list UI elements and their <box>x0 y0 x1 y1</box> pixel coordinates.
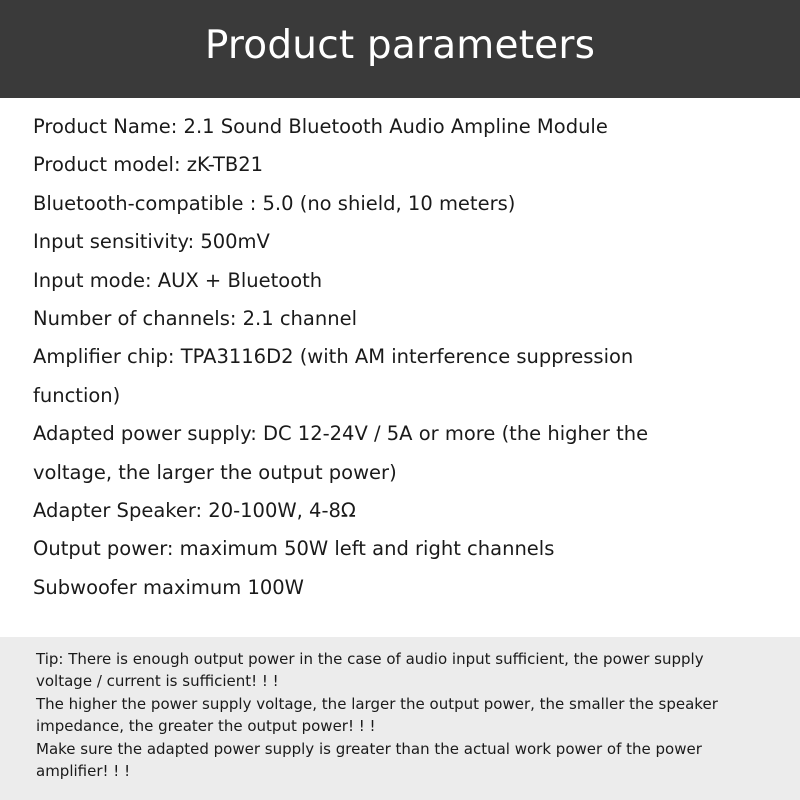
parameters-list <box>33 108 773 607</box>
tip-line: The higher the power supply voltage, the larger the output power, the smaller the speaker <box>36 694 718 713</box>
param-line: function) <box>33 383 121 407</box>
page-title: Product parameters <box>204 22 596 68</box>
tip-line: voltage / current is sufficient! ! ! <box>36 672 279 691</box>
tip-line: impedance, the greater the output power! ! ! <box>36 717 376 736</box>
param-line: Product Name: 2.1 Sound Bluetooth Audio Ampline Module <box>33 115 608 138</box>
tip-text-block <box>36 648 776 782</box>
tip-line: Make sure the adapted power supply is greater than the actual work power of the power <box>36 739 702 758</box>
param-line: Product model: zK-TB21 <box>33 153 264 177</box>
param-line: Input mode: AUX + Bluetooth <box>33 268 323 292</box>
tip-line: Tip: There is enough output power in the case of audio input sufficient, the power supply <box>36 650 704 668</box>
param-line: voltage, the larger the output power) <box>33 460 397 484</box>
param-line: Adapted power supply: DC 12-24V / 5A or more (the higher the <box>33 422 649 446</box>
param-line: Adapter Speaker: 20-100W, 4-8Ω <box>33 499 356 523</box>
param-line: Bluetooth-compatible : 5.0 (no shield, 10 meters) <box>33 191 516 215</box>
param-line: Subwoofer maximum 100W <box>33 575 304 599</box>
param-line: Input sensitivity: 500mV <box>33 230 270 254</box>
param-line: Amplifier chip: TPA3116D2 (with AM interference suppression <box>33 345 634 369</box>
tip-line: amplifier! ! ! <box>36 762 131 781</box>
header-bar <box>0 0 800 98</box>
param-line: Output power: maximum 50W left and right channels <box>33 537 555 561</box>
param-line: Number of channels: 2.1 channel <box>33 307 357 331</box>
